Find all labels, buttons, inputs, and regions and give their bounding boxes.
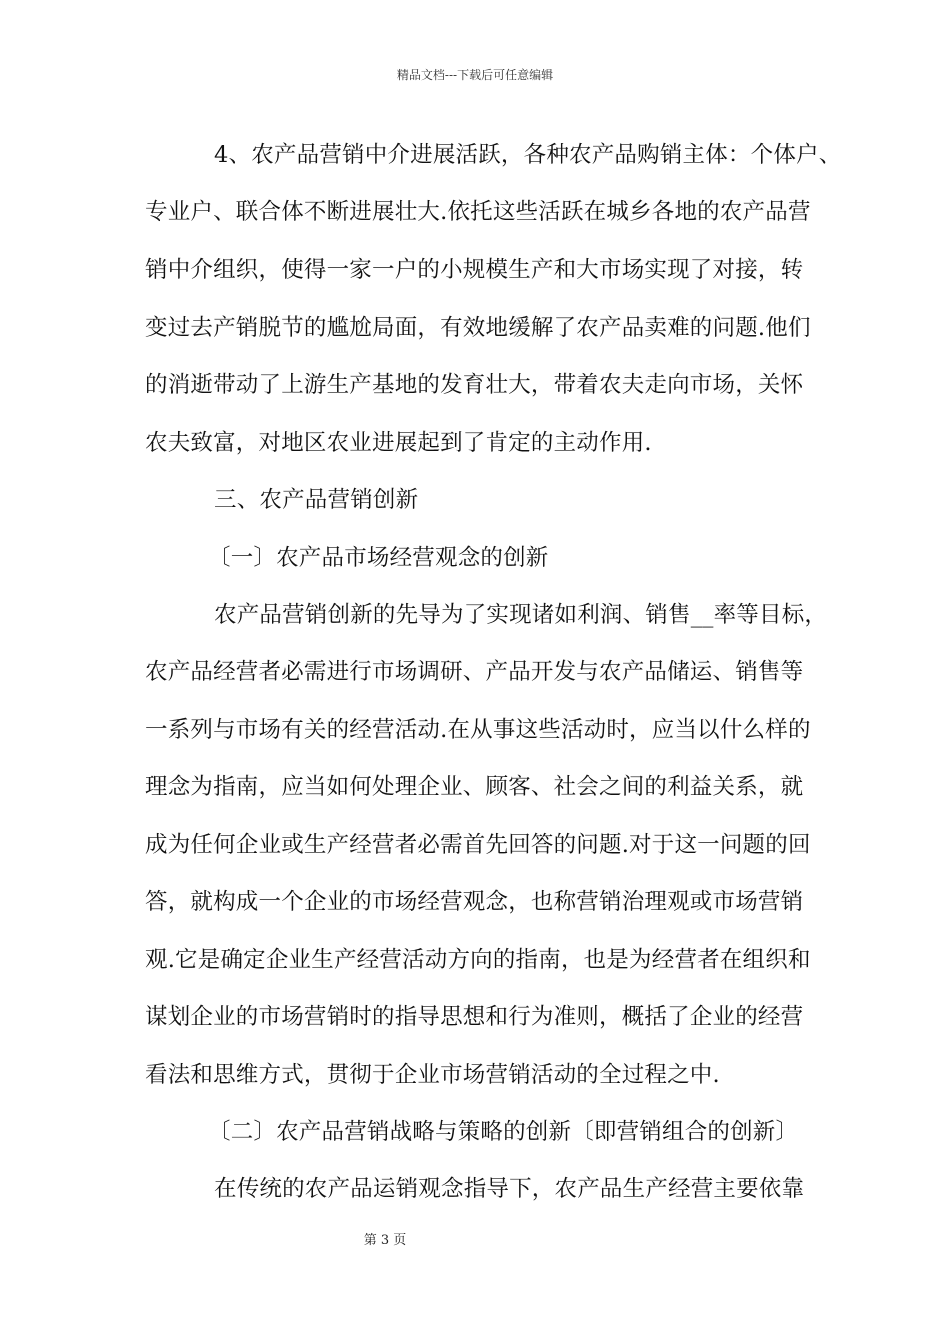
section-heading: 三、农产品营销创新	[214, 487, 419, 513]
page-number: 第 3 页	[363, 1233, 407, 1248]
paragraph-line: 销中介组织，使得一家一户的小规模生产和大市场实现了对接，转	[145, 257, 804, 283]
paragraph-line: 在传统的农产品运销观念指导下，农产品生产经营主要依靠	[214, 1176, 805, 1202]
paragraph-line: 答，就构成一个企业的市场经营观念，也称营销治理观或市场营销	[145, 889, 804, 915]
paragraph-line: 变过去产销脱节的尴尬局面，有效地缓解了农产品卖难的问题.他们	[145, 315, 811, 341]
paragraph-line: 谋划企业的市场营销时的指导思想和行为准则，概括了企业的经营	[145, 1004, 804, 1030]
paragraph-line: 成为任何企业或生产经营者必需首先回答的问题.对于这一问题的回	[145, 832, 811, 858]
paragraph-line: 农产品经营者必需进行市场调研、产品开发与农产品储运、销售等	[145, 659, 804, 685]
paragraph-line: 一系列与市场有关的经营活动.在从事这些活动时，应当以什么样的	[145, 717, 811, 743]
subsection-heading: 〔二〕农产品营销战略与策略的创新〔即营销组合的创新〕	[208, 1119, 799, 1145]
paragraph-line: 的消逝带动了上游生产基地的发育壮大，带着农夫走向市场，关怀	[145, 372, 804, 398]
paragraph-line: 观.它是确定企业生产经营活动方向的指南，也是为经营者在组织和	[145, 947, 811, 973]
paragraph-line: 4、农产品营销中介进展活跃，各种农产品购销主体：个体户、	[214, 142, 842, 168]
subsection-heading: 〔一〕农产品市场经营观念的创新	[208, 545, 549, 571]
paragraph-line: 农夫致富，对地区农业进展起到了肯定的主动作用.	[145, 430, 652, 456]
paragraph-line: 理念为指南，应当如何处理企业、顾客、社会之间的利益关系，就	[145, 774, 804, 800]
paragraph-line: 农产品营销创新的先导为了实现诸如利润、销售__率等目标，	[214, 602, 828, 628]
page-header: 精品文档---下载后可任意编辑	[396, 68, 554, 82]
paragraph-line: 看法和思维方式，贯彻于企业市场营销活动的全过程之中.	[145, 1062, 720, 1088]
paragraph-line: 专业户、联合体不断进展壮大.依托这些活跃在城乡各地的农产品营	[145, 199, 811, 225]
